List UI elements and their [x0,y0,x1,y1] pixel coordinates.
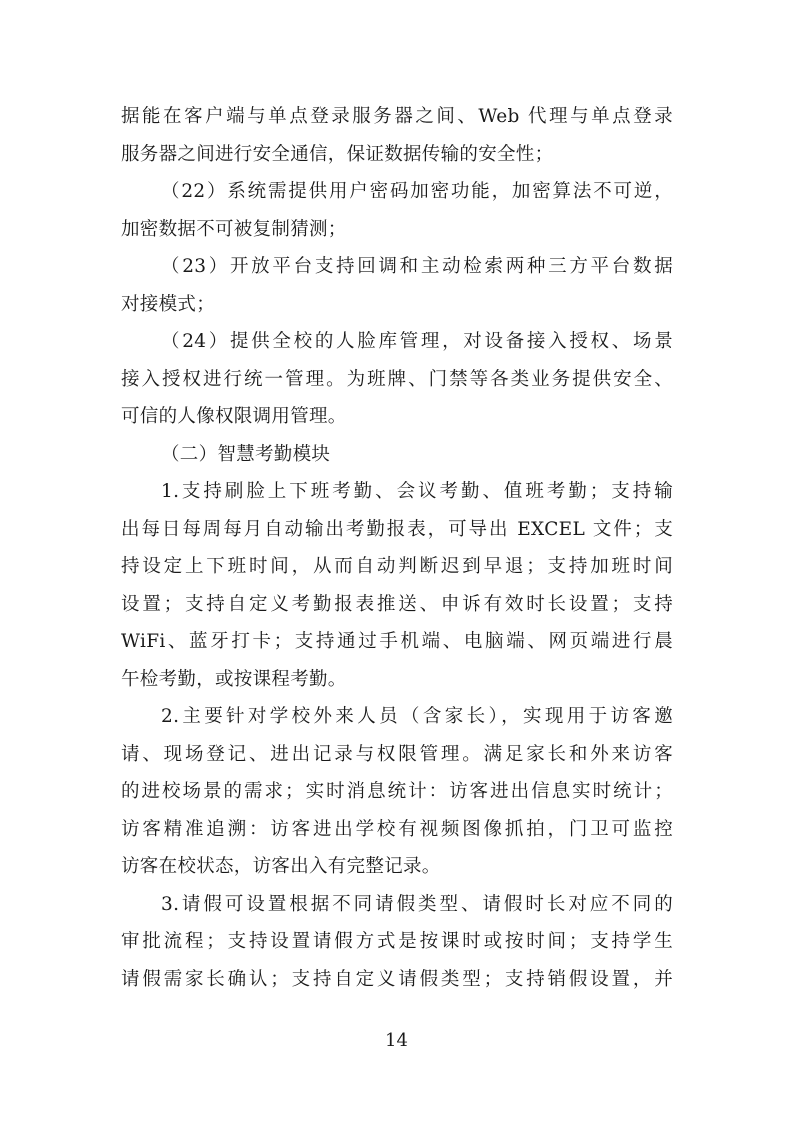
text-line: 3.请假可设置根据不同请假类型、请假时长对应不同的 [161,893,673,915]
text-line: 1.支持刷脸上下班考勤、会议考勤、值班考勤；支持输 [161,481,673,502]
text-line: 午检考勤，或按课程考勤。 [121,668,347,690]
text-line: 审批流程；支持设置请假方式是按课时或按时间；支持学生 [121,931,673,952]
text-line: 访客在校状态，访客出入有完整记录。 [121,856,441,877]
document-body [121,98,673,998]
text-line: 出每日每周每月自动输出考勤报表，可导出 EXCEL 文件；支 [121,518,673,540]
text-line: （23）开放平台支持回调和主动检索两种三方平台数据 [161,256,673,277]
text-line: 设置；支持自定义考勤报表推送、申诉有效时长设置；支持 [121,593,673,615]
text-line: 请假需家长确认；支持自定义请假类型；支持销假设置，并 [121,968,673,990]
text-line: 访客精准追溯：访客进出学校有视频图像抓拍，门卫可监控 [121,818,673,840]
text-line: （24）提供全校的人脸库管理，对设备接入授权、场景 [161,331,673,352]
text-line: （22）系统需提供用户密码加密功能，加密算法不可逆， [161,181,673,202]
text-line: 可信的人像权限调用管理。 [121,406,347,427]
text-line: 服务器之间进行安全通信，保证数据传输的安全性； [121,143,554,165]
text-line: 请、现场登记、进出记录与权限管理。满足家长和外来访客 [121,743,673,765]
text-line: 持设定上下班时间，从而自动判断迟到早退；支持加班时间 [121,556,673,577]
text-line: （二）智慧考勤模块 [161,443,331,465]
text-line: 2.主要针对学校外来人员（含家长），实现用于访客邀 [161,706,673,727]
text-line: 接入授权进行统一管理。为班牌、门禁等各类业务提供安全、 [121,368,673,390]
text-line: 对接模式； [121,293,216,315]
text-line: 据能在客户端与单点登录服务器之间、Web 代理与单点登录 [121,106,673,127]
page-number: 14 [385,1030,408,1051]
text-line: WiFi、蓝牙打卡；支持通过手机端、电脑端、网页端进行晨 [121,631,673,652]
text-line: 加密数据不可被复制猜测； [121,218,347,240]
text-line: 的进校场景的需求；实时消息统计：访客进出信息实时统计； [121,781,673,802]
